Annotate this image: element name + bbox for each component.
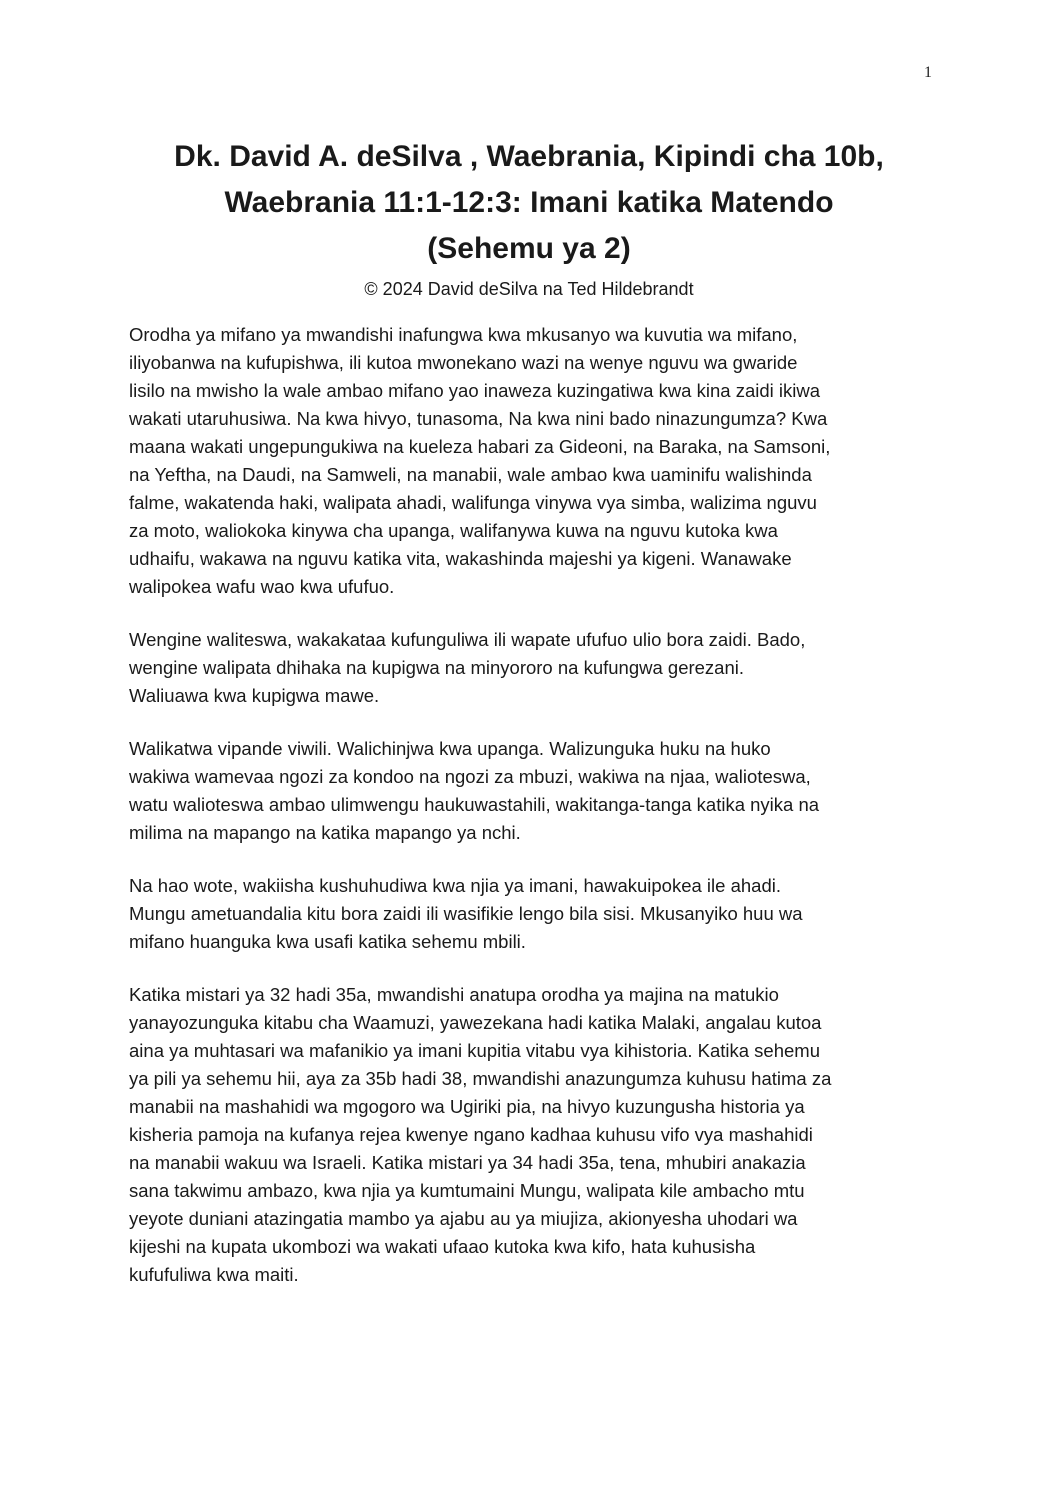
text-line: aina ya muhtasari wa mafanikio ya imani kupitia vitabu vya kihistoria. Katika sehemu bbox=[129, 1040, 820, 1061]
text-line: na Yeftha, na Daudi, na Samweli, na manabii, wale ambao kwa uaminifu walishinda bbox=[129, 464, 812, 485]
text-line: iliyobanwa na kufupishwa, ili kutoa mwonekano wazi na wenye nguvu wa gwaride bbox=[129, 352, 798, 373]
text-line: Wengine waliteswa, wakakataa kufunguliwa ili wapate ufufuo ulio bora zaidi. Bado, bbox=[129, 629, 806, 650]
text-line: sana takwimu ambazo, kwa njia ya kumtumaini Mungu, walipata kile ambacho mtu bbox=[129, 1180, 805, 1201]
text-line: wengine walipata dhihaka na kupigwa na minyororo na kufungwa gerezani. bbox=[129, 657, 745, 678]
page-number: 1 bbox=[924, 64, 932, 81]
text-line: udhaifu, wakawa na nguvu katika vita, wakashinda majeshi ya kigeni. Wanawake bbox=[129, 548, 792, 569]
document-header bbox=[100, 134, 958, 302]
text-line: watu walioteswa ambao ulimwengu haukuwastahili, wakitanga-tanga katika nyika na bbox=[129, 794, 820, 815]
text-line: wakati utaruhusiwa. Na kwa hivyo, tunasoma, Na kwa nini bado ninazungumza? Kwa bbox=[129, 408, 828, 429]
title-line-3: (Sehemu ya 2) bbox=[427, 232, 631, 265]
text-line: maana wakati ungepungukiwa na kueleza habari za Gideoni, na Baraka, na Samsoni, bbox=[129, 436, 831, 457]
text-line: Orodha ya mifano ya mwandishi inafungwa kwa mkusanyo wa kuvutia wa mifano, bbox=[129, 324, 798, 345]
text-line: yeyote duniani atazingatia mambo ya ajabu au ya miujiza, akionyesha uhodari wa bbox=[129, 1208, 798, 1229]
text-line: wakiwa wamevaa ngozi za kondoo na ngozi za mbuzi, wakiwa na njaa, walioteswa, bbox=[129, 766, 811, 787]
text-line: manabii na mashahidi wa mgogoro wa Ugiriki pia, na hivyo kuzungusha historia ya bbox=[129, 1096, 805, 1117]
paragraph-4 bbox=[129, 872, 929, 956]
text-line: Mungu ametuandalia kitu bora zaidi ili wasifikie lengo bila sisi. Mkusanyiko huu wa bbox=[129, 903, 803, 924]
text-line: milima na mapango na katika mapango ya nchi. bbox=[129, 822, 521, 843]
text-line: Waliuawa kwa kupigwa mawe. bbox=[129, 685, 380, 706]
paragraph-3 bbox=[129, 735, 929, 847]
paragraph-1 bbox=[129, 321, 929, 601]
text-line: ya pili ya sehemu hii, aya za 35b hadi 38, mwandishi anazungumza kuhusu hatima za bbox=[129, 1068, 832, 1089]
text-line: kufufuliwa kwa maiti. bbox=[129, 1264, 299, 1285]
text-line: walipokea wafu wao kwa ufufuo. bbox=[129, 576, 395, 597]
paragraph-2 bbox=[129, 626, 929, 710]
text-line: na manabii wakuu wa Israeli. Katika mistari ya 34 hadi 35a, tena, mhubiri anakazia bbox=[129, 1152, 806, 1173]
text-line: falme, wakatenda haki, walipata ahadi, walifunga vinywa vya simba, walizima nguvu bbox=[129, 492, 817, 513]
text-line: Na hao wote, wakiisha kushuhudiwa kwa njia ya imani, hawakuipokea ile ahadi. bbox=[129, 875, 781, 896]
text-line: za moto, waliokoka kinywa cha upanga, walifanywa kuwa na nguvu kutoka kwa bbox=[129, 520, 778, 541]
title-line-2: Waebrania 11:1-12:3: Imani katika Matendo bbox=[224, 186, 834, 219]
text-line: lisilo na mwisho la wale ambao mifano yao inaweza kuzingatiwa kwa kina zaidi ikiwa bbox=[129, 380, 820, 401]
text-line: Katika mistari ya 32 hadi 35a, mwandishi anatupa orodha ya majina na matukio bbox=[129, 984, 779, 1005]
text-line: mifano huanguka kwa usafi katika sehemu mbili. bbox=[129, 931, 526, 952]
document-body bbox=[129, 321, 929, 1314]
paragraph-5 bbox=[129, 981, 929, 1289]
text-line: kisheria pamoja na kufanya rejea kwenye ngano kadhaa kuhusu vifo vya mashahidi bbox=[129, 1124, 813, 1145]
copyright-notice: © 2024 David deSilva na Ted Hildebrandt bbox=[364, 279, 694, 299]
text-line: Walikatwa vipande viwili. Walichinjwa kwa upanga. Walizunguka huku na huko bbox=[129, 738, 771, 759]
text-line: kijeshi na kupata ukombozi wa wakati ufaao kutoka kwa kifo, hata kuhusisha bbox=[129, 1236, 756, 1257]
text-line: yanayozunguka kitabu cha Waamuzi, yawezekana hadi katika Malaki, angalau kutoa bbox=[129, 1012, 822, 1033]
title-line-1: Dk. David A. deSilva , Waebrania, Kipindi cha 10b, bbox=[174, 140, 884, 173]
